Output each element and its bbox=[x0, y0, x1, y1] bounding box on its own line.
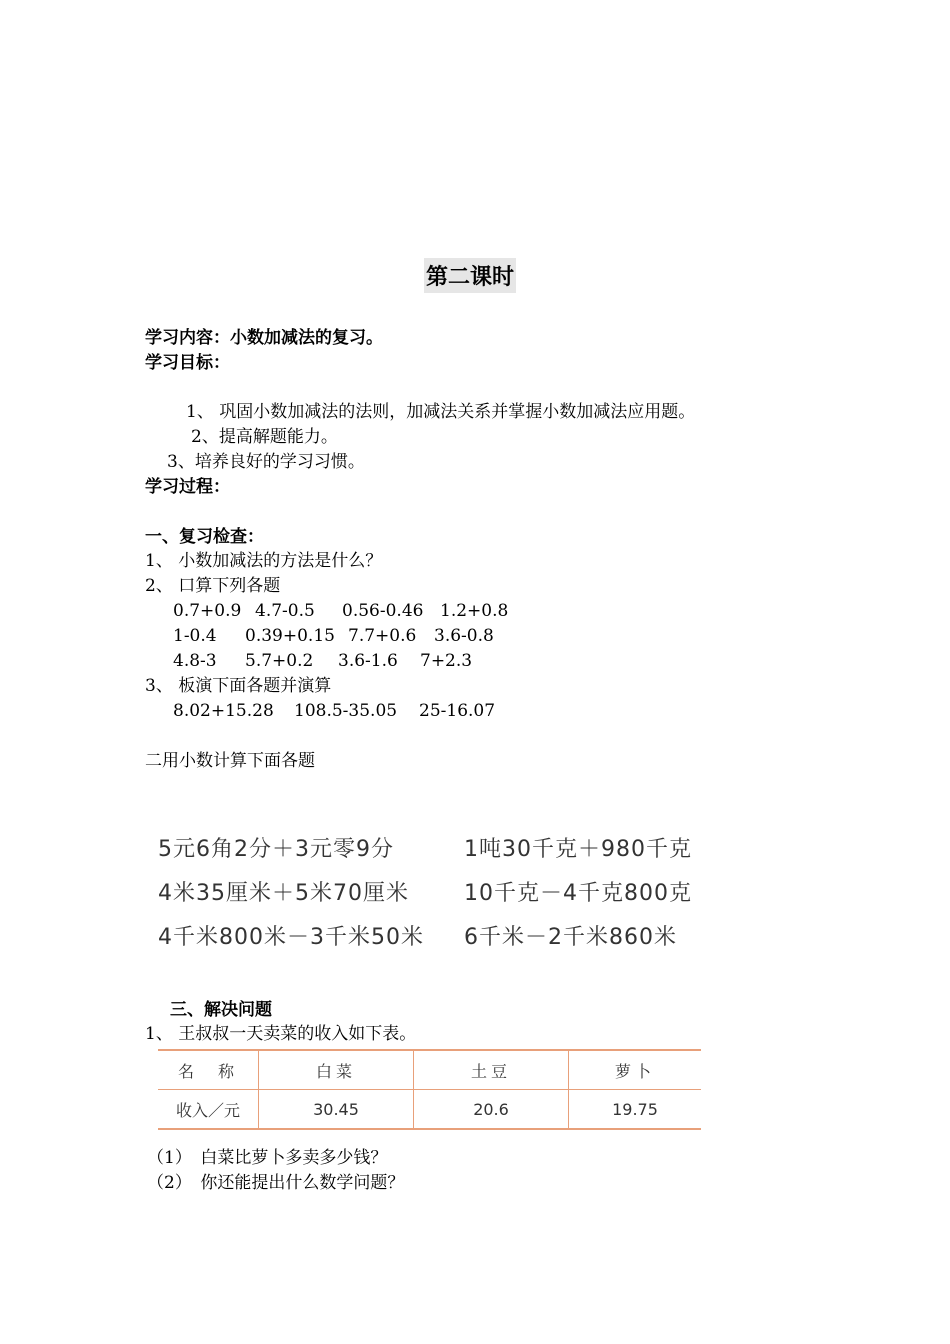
oral-item: 5.7+0.2 bbox=[245, 651, 314, 671]
sub-question-1: （1） 白菜比萝卜多卖多少钱？ bbox=[147, 1148, 388, 1168]
board-item: 108.5-35.05 bbox=[294, 701, 398, 721]
goal-item: 3、培养良好的学习习惯。 bbox=[167, 452, 365, 472]
board-item: 25-16.07 bbox=[419, 701, 496, 721]
unit-problem: 6千米－2千米860米 bbox=[464, 925, 677, 950]
oral-item: 1.2+0.8 bbox=[440, 601, 509, 621]
question-2: 2、 口算下列各题 bbox=[145, 576, 281, 596]
table-row-label: 收入／元 bbox=[158, 1090, 259, 1130]
goal-label: 学习目标： bbox=[145, 353, 230, 373]
table-header-row bbox=[158, 1050, 701, 1090]
table-header-cell: 白菜 bbox=[259, 1050, 414, 1090]
unit-problem: 1吨30千克＋980千克 bbox=[464, 837, 692, 862]
table-header-cell: 萝卜 bbox=[569, 1050, 702, 1090]
goal-item: 2、提高解题能力。 bbox=[191, 427, 338, 447]
sub-question-2: （2） 你还能提出什么数学问题？ bbox=[147, 1173, 405, 1193]
oral-item: 0.56-0.46 bbox=[342, 601, 424, 621]
process-label: 学习过程： bbox=[145, 477, 230, 497]
oral-item: 7+2.3 bbox=[420, 651, 473, 671]
section1-heading: 一、复习检查： bbox=[145, 527, 264, 547]
oral-item: 0.7+0.9 bbox=[173, 601, 242, 621]
table-cell: 19.75 bbox=[569, 1090, 702, 1130]
unit-problem: 4千米800米－3千米50米 bbox=[158, 925, 424, 950]
oral-item: 1-0.4 bbox=[173, 626, 217, 646]
oral-item: 7.7+0.6 bbox=[348, 626, 417, 646]
unit-problem: 5元6角2分＋3元零9分 bbox=[158, 837, 394, 862]
oral-item: 0.39+0.15 bbox=[245, 626, 335, 646]
problem-intro: 1、 王叔叔一天卖菜的收入如下表。 bbox=[145, 1024, 417, 1044]
income-table bbox=[158, 1049, 701, 1130]
page-title: 第二课时 bbox=[424, 258, 516, 293]
board-item: 8.02+15.28 bbox=[173, 701, 274, 721]
table-header-cell: 土豆 bbox=[414, 1050, 569, 1090]
question-1: 1、 小数加减法的方法是什么？ bbox=[145, 551, 383, 571]
oral-item: 3.6-0.8 bbox=[434, 626, 494, 646]
goal-item: 1、 巩固小数加减法的法则，加减法关系并掌握小数加减法应用题。 bbox=[186, 402, 696, 422]
section2-heading: 二用小数计算下面各题 bbox=[145, 751, 315, 771]
section3-heading: 三、解决问题 bbox=[170, 1000, 272, 1020]
oral-item: 4.7-0.5 bbox=[255, 601, 315, 621]
oral-item: 3.6-1.6 bbox=[338, 651, 398, 671]
table-row bbox=[158, 1090, 701, 1130]
oral-item: 4.8-3 bbox=[173, 651, 217, 671]
question-3: 3、 板演下面各题并演算 bbox=[145, 676, 332, 696]
unit-problem: 10千克－4千克800克 bbox=[464, 881, 692, 906]
table-cell: 30.45 bbox=[259, 1090, 414, 1130]
unit-problem: 4米35厘米＋5米70厘米 bbox=[158, 881, 409, 906]
content-label: 学习内容：小数加减法的复习。 bbox=[145, 328, 383, 348]
table-header-cell: 名 称 bbox=[158, 1050, 259, 1090]
table-cell: 20.6 bbox=[414, 1090, 569, 1130]
